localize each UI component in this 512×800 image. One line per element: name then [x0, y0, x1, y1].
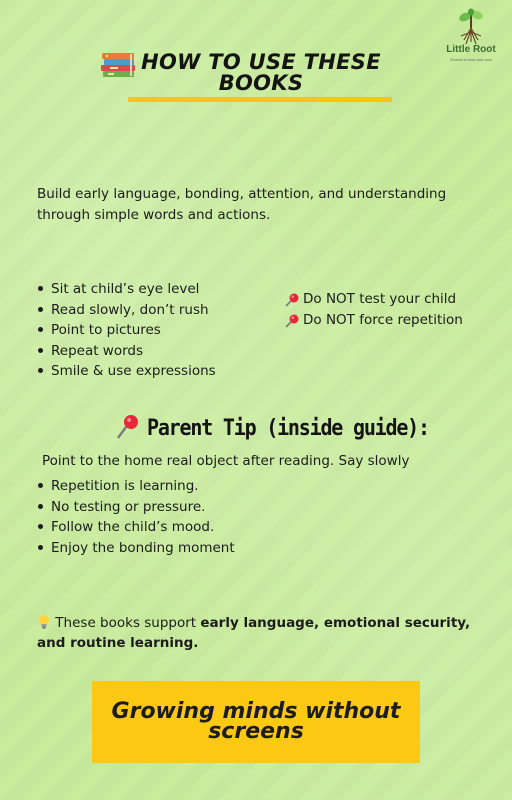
sprout-tree-icon [454, 8, 488, 46]
footer-prefix: These books support [55, 615, 201, 631]
slogan-banner [92, 681, 420, 763]
dont-text: Do NOT test your child [303, 291, 457, 307]
list-item: Sit at child’s eye level [37, 279, 216, 300]
list-item [284, 310, 463, 331]
logo-tagline: Rooted in love and care [449, 57, 493, 62]
title-underline [128, 97, 392, 102]
parent-tip-heading [115, 413, 429, 441]
list-item: Repetition is learning. [37, 476, 235, 497]
page-title: HOW TO USE THESE BOOKS [141, 50, 381, 95]
list-item: Read slowly, don’t rush [37, 300, 216, 321]
dont-text: Do NOT force repetition [303, 312, 463, 328]
do-list [37, 279, 216, 382]
list-item: Follow the child’s mood. [37, 517, 235, 538]
little-root-logo [440, 8, 502, 62]
parent-tip-text: Point to the home real object after reading. Say slowly [42, 453, 410, 469]
list-item: No testing or pressure. [37, 497, 235, 518]
tip-list [37, 476, 235, 558]
list-item [284, 289, 463, 310]
list-item: Enjoy the bonding moment [37, 538, 235, 559]
lightbulb-icon [37, 614, 51, 629]
title-block [96, 52, 396, 94]
dont-list [284, 289, 463, 331]
pushpin-icon [115, 413, 141, 441]
slogan-text: Growing minds without screens [111, 699, 401, 744]
books-icon [100, 52, 138, 82]
intro-text: Build early language, bonding, attention, and understanding through simple words and actions. [37, 186, 447, 223]
pushpin-icon [284, 313, 300, 329]
pushpin-icon [284, 292, 300, 308]
logo-name: Little Root [446, 44, 496, 55]
list-item: Smile & use expressions [37, 361, 216, 382]
list-item: Repeat words [37, 341, 216, 362]
parent-tip-title: Parent Tip (inside guide): [147, 413, 429, 441]
footer-note [37, 613, 487, 653]
footer-bold: early language, emotional security, and routine learning. [37, 615, 471, 651]
list-item: Point to pictures [37, 320, 216, 341]
